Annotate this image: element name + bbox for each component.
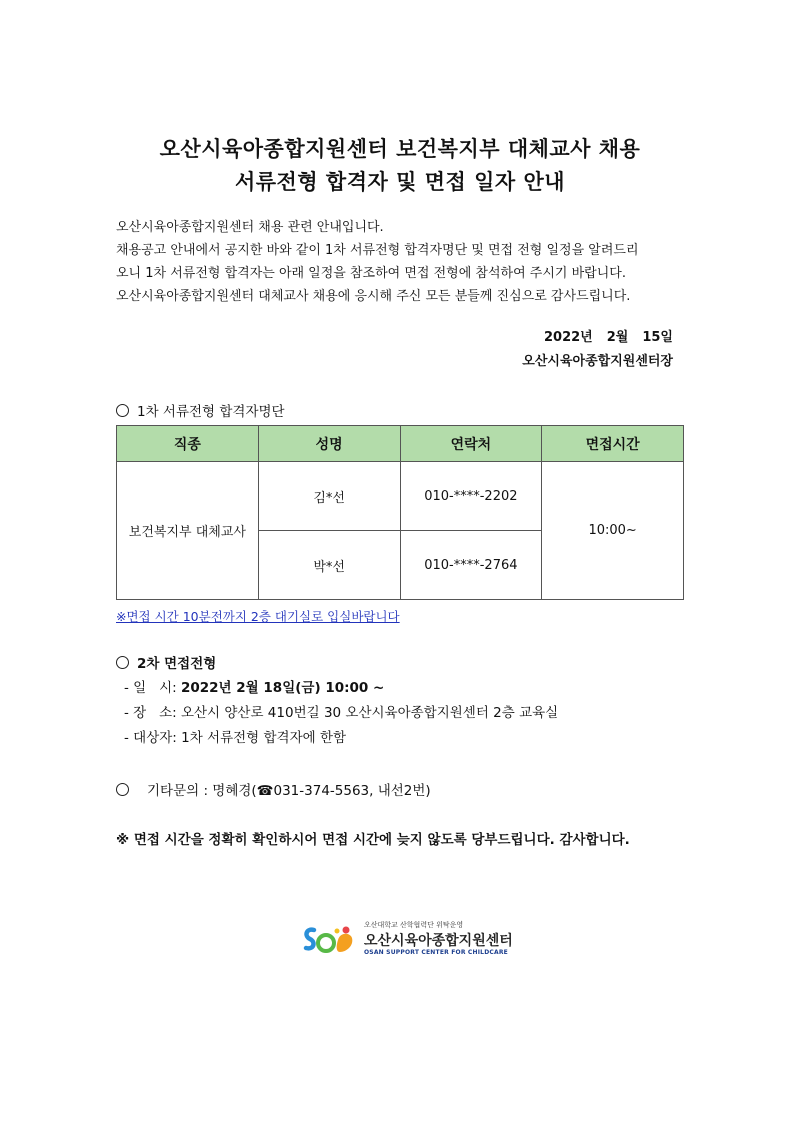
notice-date [522, 326, 673, 350]
intro-line: 채용공고 안내에서 공지한 바와 같이 1차 서류전형 합격자명단 및 면접 전형 일정을 알려드리 [116, 243, 639, 258]
cell-name: 박*선 [258, 531, 400, 600]
interview-details [124, 676, 558, 751]
circle-bullet-icon [116, 404, 129, 417]
cell-time: 10:00~ [542, 462, 684, 600]
header-name: 성명 [258, 426, 400, 462]
detail-place [124, 701, 558, 726]
date-year: 2022년 [543, 330, 593, 345]
circle-bullet-icon [116, 656, 129, 669]
section1-heading [116, 400, 285, 420]
cell-name: 김*선 [258, 462, 400, 531]
header-job: 직종 [117, 426, 259, 462]
contact-text: 기타문의 : 명혜경(☎031-374-5563, 내선2번) [147, 783, 431, 799]
cell-job: 보건복지부 대체교사 [117, 462, 259, 600]
detail-date-value: 2022년 2월 18일(금) 10:00 ~ [180, 680, 385, 696]
document-title-line2: 서류전형 합격자 및 면접 일자 안내 [234, 170, 566, 194]
childcare-center-logo-icon [302, 922, 358, 958]
detail-place-value: 오산시 양산로 410번길 30 오산시육아종합지원센터 2층 교육실 [180, 705, 559, 721]
intro-paragraph [116, 216, 696, 308]
intro-line: 오니 1차 서류전형 합격자는 아래 일정을 참조하여 면접 전형에 참석하여 주시기 바랍니다. [116, 266, 626, 281]
intro-line: 오산시육아종합지원센터 대체교사 채용에 응시해 주신 모든 분들께 진심으로 감사드립니다. [116, 289, 631, 304]
cell-phone: 010-****-2202 [400, 462, 542, 531]
table-row [117, 462, 684, 531]
contact-line [116, 779, 431, 799]
cell-phone: 010-****-2764 [400, 531, 542, 600]
detail-date-label: - 일 시: [124, 680, 177, 696]
detail-place-label: - 장 소: [124, 705, 177, 721]
passer-table [116, 425, 684, 600]
interview-arrival-note: ※면접 시간 10분전까지 2층 대기실로 입실바랍니다 [116, 609, 400, 624]
section2-heading [116, 652, 216, 672]
logo-english: OSAN SUPPORT CENTER FOR CHILDCARE [364, 949, 508, 956]
date-month: 2월 [606, 330, 629, 345]
detail-target-value: 1차 서류전형 합격자에 한함 [181, 730, 347, 746]
header-phone: 연락처 [400, 426, 542, 462]
section2-title: 2차 면접전형 [137, 656, 217, 672]
table-header-row [117, 426, 684, 462]
circle-bullet-icon [116, 783, 129, 796]
header-time: 면접시간 [542, 426, 684, 462]
center-logo [302, 920, 513, 960]
document-title-line1: 오산시육아종합지원센터 보건복지부 대체교사 채용 [159, 137, 641, 161]
logo-name: 오산시육아종합지원센터 [364, 933, 513, 949]
intro-line: 오산시육아종합지원센터 채용 관련 안내입니다. [116, 220, 384, 235]
section1-title: 1차 서류전형 합격자명단 [137, 404, 285, 420]
signer: 오산시육아종합지원센터장 [522, 354, 673, 369]
date-day: 15일 [642, 330, 673, 345]
date-block [522, 326, 673, 374]
detail-date [124, 676, 558, 701]
closing-warning: ※ 면접 시간을 정확히 확인하시어 면접 시간에 늦지 않도록 당부드립니다. 감사합니다. [116, 832, 630, 848]
detail-target-label: - 대상자: [124, 730, 177, 746]
logo-tagline: 오산대학교 산학협력단 위탁운영 [364, 921, 464, 929]
detail-target [124, 726, 558, 751]
